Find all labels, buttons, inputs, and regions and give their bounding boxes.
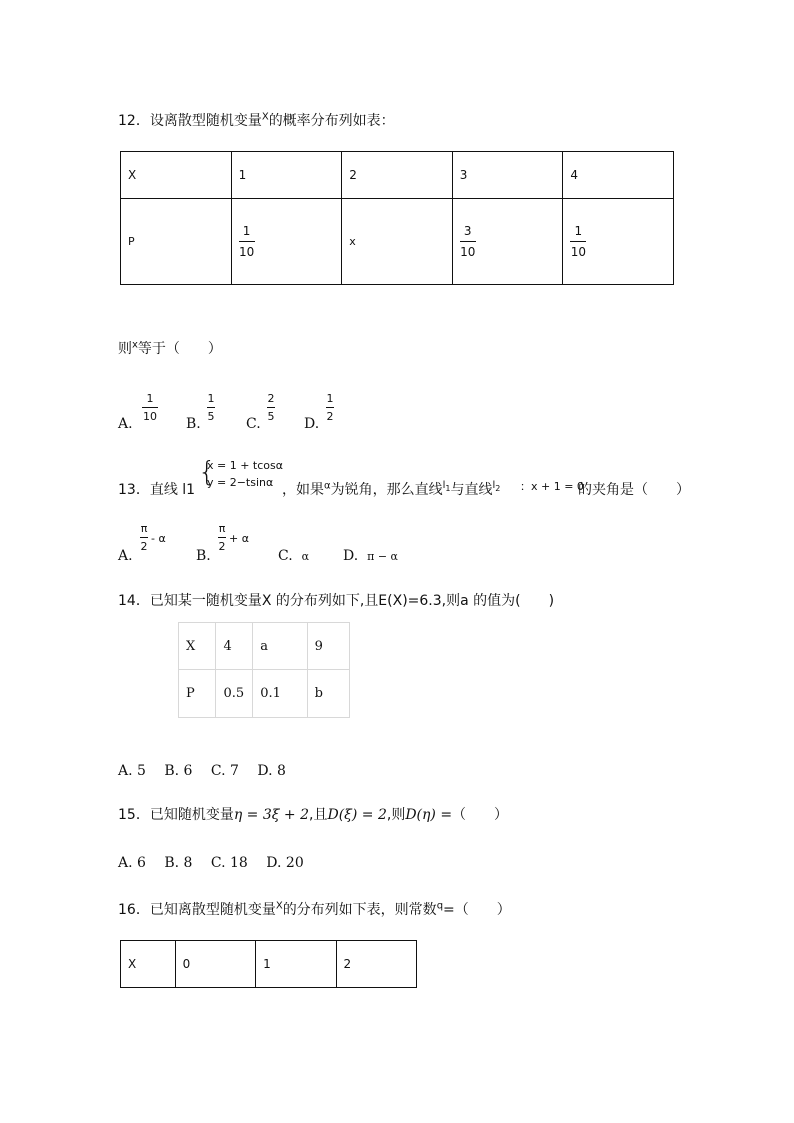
brace-icon: { <box>198 455 216 488</box>
q14-options: A. 5 B. 6 C. 7 D. 8 <box>118 763 286 779</box>
q12-option-b-label: B. <box>186 416 201 432</box>
table-cell: 3 <box>452 152 563 199</box>
q15-stem: 15．已知随机变量η = 3ξ + 2,且D(ξ) = 2,则D(η) =（ ） <box>118 807 509 823</box>
q12-option-c-label: C. <box>246 416 261 432</box>
table-cell: 0.1 <box>253 670 307 718</box>
q12-ask: 则$^x$等于（ ） <box>118 339 222 357</box>
q13-line-2: ：x + 1 = 0 <box>520 480 584 493</box>
table-cell: 0.5 <box>216 670 253 718</box>
table-cell: 4 <box>563 152 674 199</box>
fraction: $\frac{1}{10}$ <box>238 224 255 259</box>
fraction: $\frac{3}{10}$ <box>460 224 476 259</box>
table-cell: 0 <box>175 941 255 988</box>
table-cell: b <box>307 670 349 718</box>
q12-table <box>120 151 674 285</box>
table-cell: 4 <box>216 623 253 670</box>
q15-options: A. 6 B. 8 C. 18 D. 20 <box>118 855 304 871</box>
q12-option-d-label: D. <box>304 416 320 432</box>
q13-option-a-label: A. <box>118 548 133 564</box>
q13-option-b-tail: + α <box>229 532 249 545</box>
q13-equation-2: y = 2−tsinα <box>207 476 274 489</box>
q12-option-b-fraction: 1 5 <box>207 392 215 423</box>
table-cell: 1 <box>231 152 342 199</box>
table-cell: P <box>121 199 232 285</box>
table-cell: a <box>253 623 307 670</box>
table-cell: 2 <box>336 941 416 988</box>
table-cell: X <box>179 623 216 670</box>
table-cell: X <box>121 941 176 988</box>
q13-mid: ，如果$^\alpha$为锐角，那么直线$^{l_1}$与直线$^{l_2}$ <box>282 480 501 498</box>
q16-table <box>120 940 417 988</box>
table-cell: X <box>121 152 232 199</box>
q12-stem: 12．设离散型随机变量$^X$的概率分布列如表： <box>118 111 395 129</box>
q13-option-d: D. π − α <box>343 548 398 564</box>
q13-suffix: 的夹角是（ ） <box>578 482 690 498</box>
q12-option-a-fraction: 1 10 <box>143 392 157 423</box>
table-cell: 1 <box>256 941 336 988</box>
q13-option-a-tail: - α <box>151 532 166 545</box>
table-cell: P <box>179 670 216 718</box>
table-cell <box>231 199 342 285</box>
q12-option-c-fraction: 2 5 <box>267 392 275 423</box>
q13-option-c: C. α <box>278 548 310 564</box>
q13-option-b-label: B. <box>196 548 211 564</box>
q12-option-a-label: A. <box>118 416 133 432</box>
table-cell: 9 <box>307 623 349 670</box>
table-cell: 2 <box>342 152 453 199</box>
q14-table <box>178 622 350 718</box>
table-cell <box>563 199 674 285</box>
q13-option-a-fraction: π 2 <box>140 522 148 553</box>
q14-stem: 14．已知某一随机变量X 的分布列如下,且E(X)=6.3,则a 的值为( ) <box>118 593 555 609</box>
q12-option-d-fraction: 1 2 <box>326 392 334 423</box>
fraction: $\frac{1}{10}$ <box>570 224 586 259</box>
table-cell <box>452 199 563 285</box>
q16-stem: 16．已知离散型随机变量$^X$的分布列如下表，则常数$^q$=（ ） <box>118 900 511 918</box>
table-cell: x <box>342 199 453 285</box>
q13-option-b-fraction: π 2 <box>218 522 226 553</box>
q13-equation-1: x = 1 + tcosα <box>207 459 284 472</box>
q13-prefix: 13．直线 l1 <box>118 482 196 498</box>
